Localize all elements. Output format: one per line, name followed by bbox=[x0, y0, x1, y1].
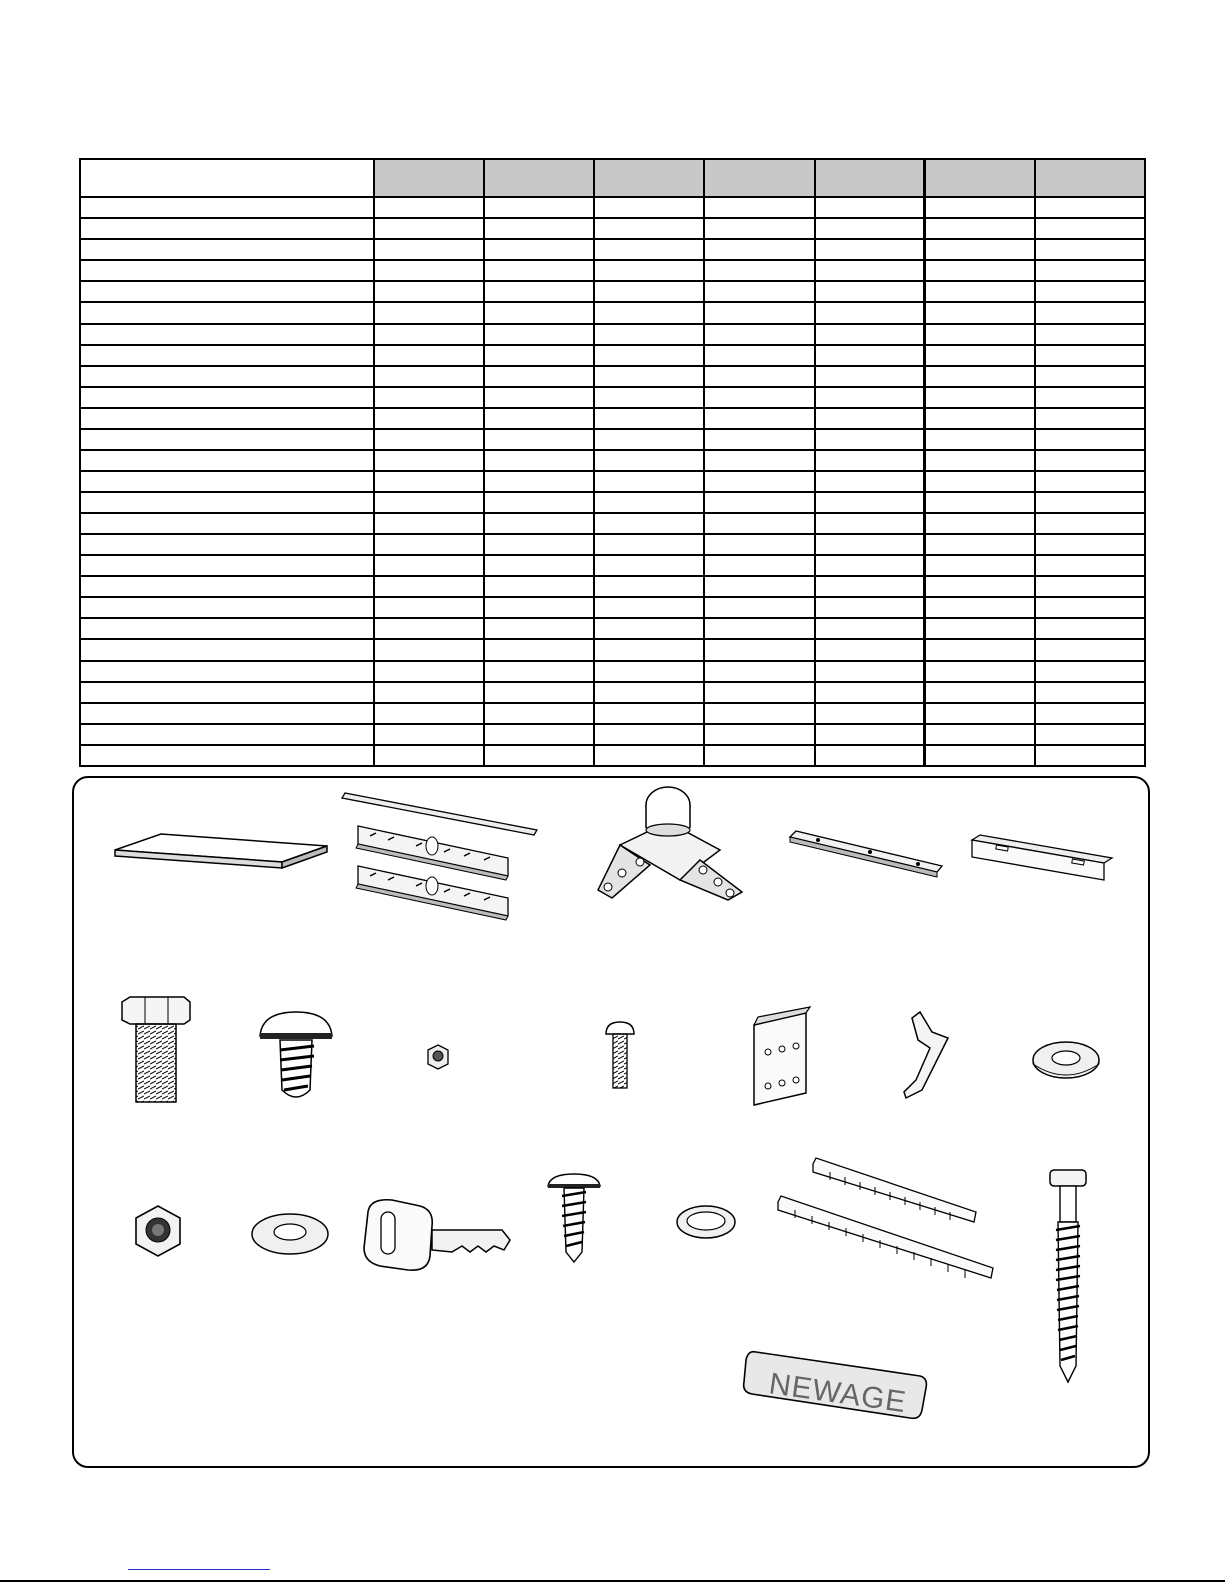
clip-bracket-icon bbox=[904, 1012, 948, 1098]
flat-washer-large-icon bbox=[252, 1214, 328, 1254]
hex-bolt-icon bbox=[122, 997, 190, 1102]
brand-logo-text: NEWAGE bbox=[767, 1367, 909, 1420]
leveling-foot-icon bbox=[598, 787, 742, 900]
large-lock-nut-icon bbox=[136, 1206, 180, 1256]
angle-rail-icon bbox=[790, 831, 942, 877]
self-tapping-screw-icon bbox=[548, 1174, 600, 1262]
small-lock-nut-icon bbox=[428, 1045, 448, 1069]
flat-washer-icon bbox=[1033, 1042, 1099, 1078]
lag-screw-icon bbox=[1050, 1170, 1086, 1382]
brand-badge bbox=[744, 1352, 927, 1420]
machine-screw-icon bbox=[606, 1022, 634, 1088]
ring-washer-icon bbox=[677, 1206, 735, 1238]
slotted-bracket-icon bbox=[356, 826, 508, 920]
shelf-panel-icon bbox=[115, 834, 327, 868]
footer-rule bbox=[0, 1580, 1225, 1582]
toothed-strip-icon bbox=[778, 1158, 993, 1278]
mounting-bracket-icon bbox=[972, 835, 1112, 880]
footer-link-underline[interactable] bbox=[128, 1568, 270, 1570]
truss-head-screw-icon bbox=[260, 1012, 332, 1097]
cabinet-key-icon bbox=[364, 1200, 510, 1270]
hinge-plate-icon bbox=[754, 1007, 810, 1105]
